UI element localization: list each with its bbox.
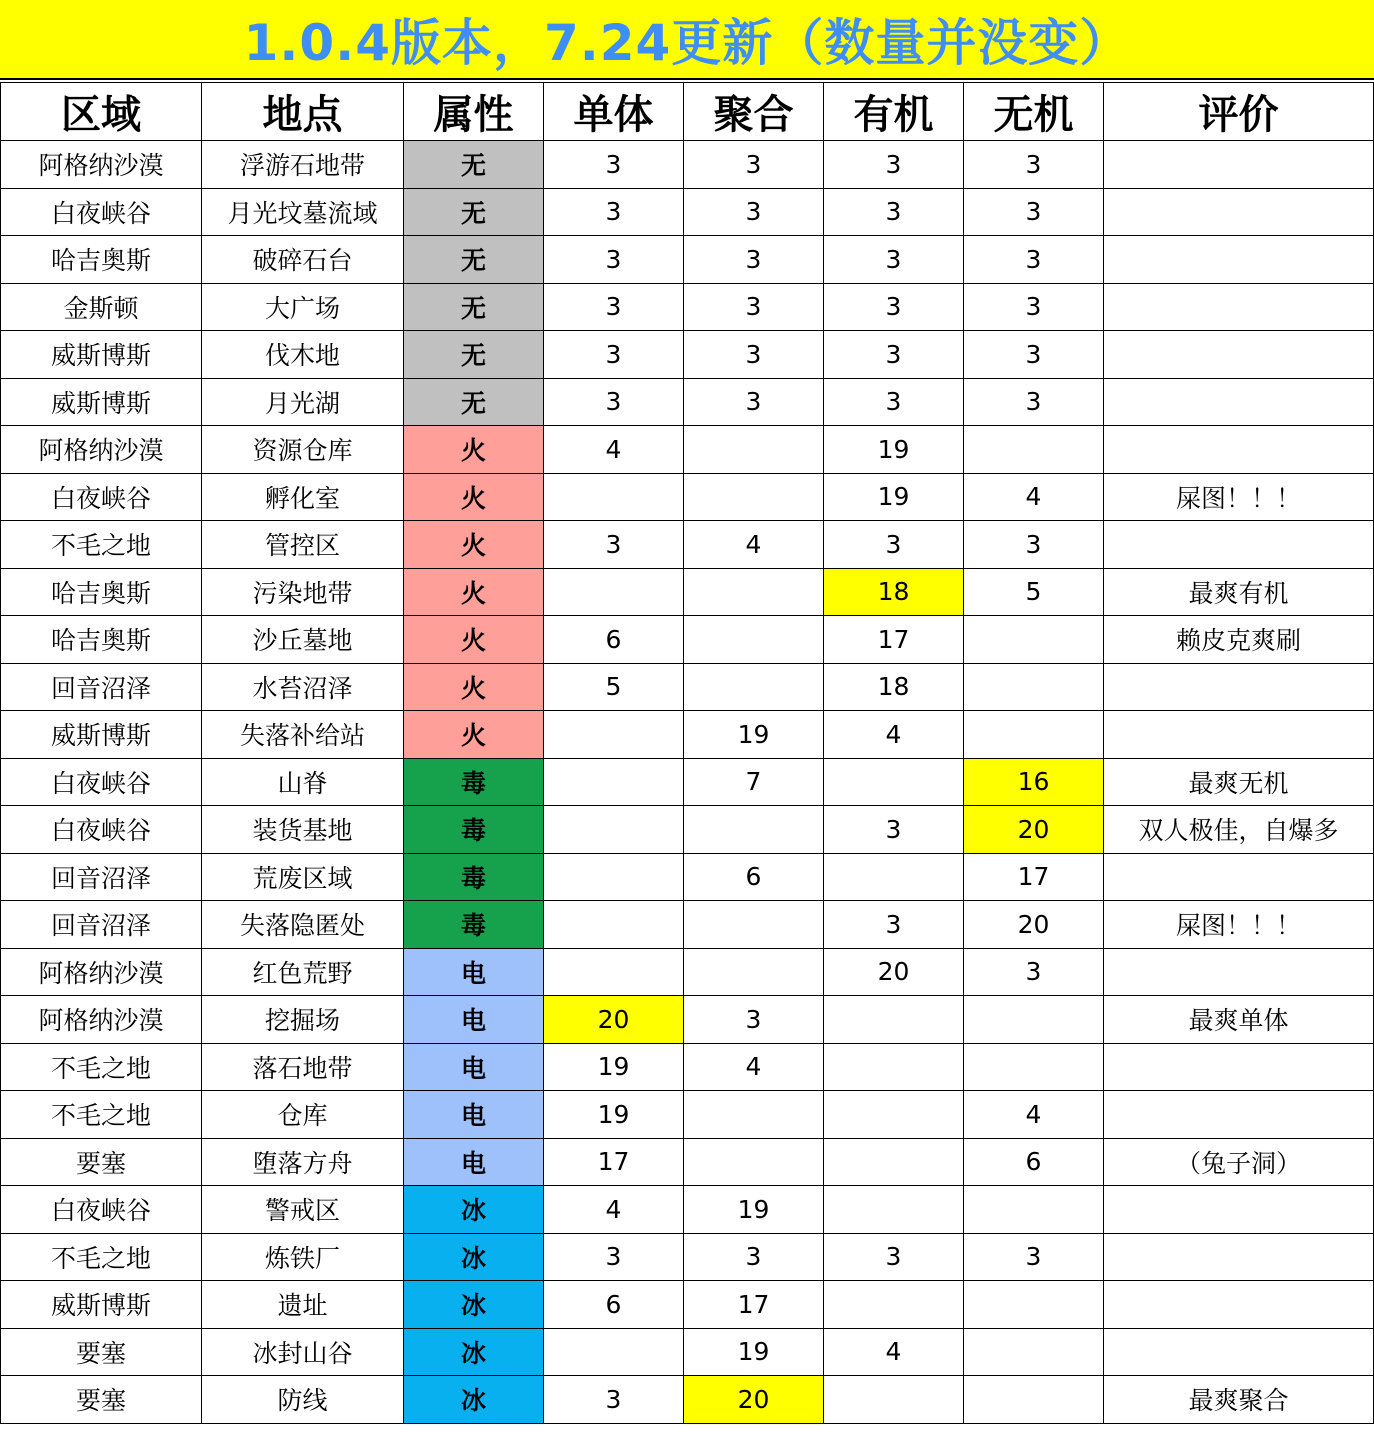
cell-group: 3 xyxy=(684,1233,824,1281)
cell-region: 白夜峡谷 xyxy=(1,188,202,236)
cell-inorganic: 4 xyxy=(964,1091,1104,1139)
cell-place: 水苔沼泽 xyxy=(202,663,404,711)
cell-region: 哈吉奥斯 xyxy=(1,616,202,664)
cell-attribute: 冰 xyxy=(404,1328,544,1376)
cell-region: 哈吉奥斯 xyxy=(1,236,202,284)
header-comment: 评价 xyxy=(1104,83,1374,141)
cell-group xyxy=(684,663,824,711)
cell-place: 月光坟墓流域 xyxy=(202,188,404,236)
cell-attribute: 电 xyxy=(404,1138,544,1186)
cell-organic: 4 xyxy=(824,1328,964,1376)
cell-place: 装货基地 xyxy=(202,806,404,854)
cell-single: 17 xyxy=(544,1138,684,1186)
sheet-title: 1.0.4版本，7.24更新（数量并没变） xyxy=(243,14,1131,72)
cell-single: 3 xyxy=(544,283,684,331)
cell-inorganic: 17 xyxy=(964,853,1104,901)
cell-region: 阿格纳沙漠 xyxy=(1,426,202,474)
cell-place: 仓库 xyxy=(202,1091,404,1139)
cell-attribute: 电 xyxy=(404,1043,544,1091)
cell-single: 3 xyxy=(544,1233,684,1281)
header-group: 聚合 xyxy=(684,83,824,141)
cell-single: 19 xyxy=(544,1091,684,1139)
cell-organic: 17 xyxy=(824,616,964,664)
cell-attribute: 毒 xyxy=(404,758,544,806)
cell-organic: 18 xyxy=(824,568,964,616)
cell-inorganic: 3 xyxy=(964,378,1104,426)
cell-attribute: 无 xyxy=(404,141,544,189)
cell-comment: 屎图！！！ xyxy=(1104,473,1374,521)
cell-region: 回音沼泽 xyxy=(1,853,202,901)
cell-single xyxy=(544,806,684,854)
cell-place: 落石地带 xyxy=(202,1043,404,1091)
cell-single: 6 xyxy=(544,616,684,664)
cell-attribute: 冰 xyxy=(404,1186,544,1234)
cell-inorganic: 3 xyxy=(964,1233,1104,1281)
cell-organic: 19 xyxy=(824,426,964,474)
cell-region: 白夜峡谷 xyxy=(1,758,202,806)
cell-place: 遗址 xyxy=(202,1281,404,1329)
cell-organic xyxy=(824,1043,964,1091)
cell-group: 6 xyxy=(684,853,824,901)
cell-inorganic: 3 xyxy=(964,188,1104,236)
cell-region: 阿格纳沙漠 xyxy=(1,141,202,189)
cell-group: 20 xyxy=(684,1376,824,1424)
cell-single xyxy=(544,948,684,996)
cell-group: 19 xyxy=(684,1328,824,1376)
cell-comment: 最爽有机 xyxy=(1104,568,1374,616)
cell-group: 3 xyxy=(684,236,824,284)
table-row xyxy=(1,141,1374,189)
cell-attribute: 无 xyxy=(404,283,544,331)
table-row xyxy=(1,236,1374,284)
cell-region: 要塞 xyxy=(1,1328,202,1376)
cell-single: 3 xyxy=(544,141,684,189)
cell-organic: 3 xyxy=(824,806,964,854)
cell-place: 红色荒野 xyxy=(202,948,404,996)
cell-attribute: 火 xyxy=(404,521,544,569)
cell-inorganic: 4 xyxy=(964,473,1104,521)
cell-organic xyxy=(824,853,964,901)
cell-region: 白夜峡谷 xyxy=(1,1186,202,1234)
cell-place: 资源仓库 xyxy=(202,426,404,474)
cell-region: 回音沼泽 xyxy=(1,901,202,949)
cell-inorganic xyxy=(964,1043,1104,1091)
cell-organic xyxy=(824,758,964,806)
cell-place: 大广场 xyxy=(202,283,404,331)
cell-attribute: 毒 xyxy=(404,901,544,949)
cell-attribute: 火 xyxy=(404,473,544,521)
cell-group: 4 xyxy=(684,521,824,569)
cell-attribute: 毒 xyxy=(404,806,544,854)
cell-place: 警戒区 xyxy=(202,1186,404,1234)
table-row xyxy=(1,1328,1374,1376)
cell-single: 4 xyxy=(544,1186,684,1234)
cell-comment xyxy=(1104,1043,1374,1091)
header-row xyxy=(1,83,1374,141)
cell-place: 失落隐匿处 xyxy=(202,901,404,949)
cell-comment xyxy=(1104,1328,1374,1376)
table-row xyxy=(1,568,1374,616)
cell-place: 污染地带 xyxy=(202,568,404,616)
cell-attribute: 冰 xyxy=(404,1281,544,1329)
cell-single: 3 xyxy=(544,331,684,379)
cell-group xyxy=(684,901,824,949)
cell-group: 4 xyxy=(684,1043,824,1091)
cell-group xyxy=(684,426,824,474)
table-row xyxy=(1,901,1374,949)
cell-attribute: 电 xyxy=(404,948,544,996)
cell-inorganic xyxy=(964,1281,1104,1329)
cell-single: 5 xyxy=(544,663,684,711)
header-place: 地点 xyxy=(202,83,404,141)
table-row xyxy=(1,1233,1374,1281)
cell-place: 冰封山谷 xyxy=(202,1328,404,1376)
cell-group: 3 xyxy=(684,188,824,236)
table-row xyxy=(1,188,1374,236)
cell-single: 3 xyxy=(544,1376,684,1424)
cell-region: 威斯博斯 xyxy=(1,378,202,426)
cell-inorganic: 6 xyxy=(964,1138,1104,1186)
cell-organic xyxy=(824,1376,964,1424)
cell-place: 堕落方舟 xyxy=(202,1138,404,1186)
table-row xyxy=(1,1376,1374,1424)
data-table xyxy=(0,82,1374,1424)
cell-region: 回音沼泽 xyxy=(1,663,202,711)
cell-group xyxy=(684,568,824,616)
cell-place: 失落补给站 xyxy=(202,711,404,759)
cell-place: 伐木地 xyxy=(202,331,404,379)
cell-region: 威斯博斯 xyxy=(1,711,202,759)
cell-inorganic: 3 xyxy=(964,236,1104,284)
cell-comment xyxy=(1104,236,1374,284)
cell-attribute: 无 xyxy=(404,188,544,236)
cell-single: 3 xyxy=(544,188,684,236)
cell-group: 3 xyxy=(684,141,824,189)
cell-region: 阿格纳沙漠 xyxy=(1,996,202,1044)
cell-region: 阿格纳沙漠 xyxy=(1,948,202,996)
cell-region: 白夜峡谷 xyxy=(1,806,202,854)
cell-comment xyxy=(1104,331,1374,379)
cell-group: 7 xyxy=(684,758,824,806)
cell-group: 3 xyxy=(684,283,824,331)
table-row xyxy=(1,1138,1374,1186)
cell-group xyxy=(684,948,824,996)
cell-attribute: 火 xyxy=(404,616,544,664)
cell-single: 3 xyxy=(544,521,684,569)
cell-comment xyxy=(1104,426,1374,474)
table-row xyxy=(1,426,1374,474)
cell-organic: 3 xyxy=(824,141,964,189)
cell-region: 要塞 xyxy=(1,1138,202,1186)
cell-group xyxy=(684,1138,824,1186)
cell-region: 要塞 xyxy=(1,1376,202,1424)
cell-place: 荒废区域 xyxy=(202,853,404,901)
cell-region: 威斯博斯 xyxy=(1,1281,202,1329)
cell-comment xyxy=(1104,141,1374,189)
cell-group: 19 xyxy=(684,711,824,759)
cell-inorganic xyxy=(964,1186,1104,1234)
table-body xyxy=(1,141,1374,1424)
cell-place: 月光湖 xyxy=(202,378,404,426)
cell-single: 4 xyxy=(544,426,684,474)
cell-region: 不毛之地 xyxy=(1,521,202,569)
cell-region: 威斯博斯 xyxy=(1,331,202,379)
cell-comment xyxy=(1104,378,1374,426)
cell-attribute: 电 xyxy=(404,1091,544,1139)
table-row xyxy=(1,711,1374,759)
cell-attribute: 无 xyxy=(404,378,544,426)
cell-inorganic: 5 xyxy=(964,568,1104,616)
cell-inorganic: 16 xyxy=(964,758,1104,806)
cell-comment: 最爽单体 xyxy=(1104,996,1374,1044)
table-row xyxy=(1,853,1374,901)
cell-region: 不毛之地 xyxy=(1,1091,202,1139)
cell-inorganic xyxy=(964,1328,1104,1376)
cell-region: 不毛之地 xyxy=(1,1233,202,1281)
cell-attribute: 火 xyxy=(404,663,544,711)
table-row xyxy=(1,1186,1374,1234)
cell-organic xyxy=(824,996,964,1044)
cell-inorganic xyxy=(964,1376,1104,1424)
cell-group xyxy=(684,616,824,664)
cell-attribute: 无 xyxy=(404,331,544,379)
cell-attribute: 冰 xyxy=(404,1233,544,1281)
cell-group: 19 xyxy=(684,1186,824,1234)
cell-region: 哈吉奥斯 xyxy=(1,568,202,616)
cell-comment xyxy=(1104,1233,1374,1281)
cell-comment xyxy=(1104,948,1374,996)
cell-attribute: 冰 xyxy=(404,1376,544,1424)
table-row xyxy=(1,616,1374,664)
cell-place: 防线 xyxy=(202,1376,404,1424)
table-row xyxy=(1,996,1374,1044)
cell-comment: 赖皮克爽刷 xyxy=(1104,616,1374,664)
cell-organic: 3 xyxy=(824,1233,964,1281)
cell-attribute: 火 xyxy=(404,568,544,616)
table-row xyxy=(1,948,1374,996)
cell-organic: 3 xyxy=(824,521,964,569)
cell-group xyxy=(684,473,824,521)
cell-place: 挖掘场 xyxy=(202,996,404,1044)
table-row xyxy=(1,1091,1374,1139)
cell-group: 3 xyxy=(684,331,824,379)
cell-comment xyxy=(1104,711,1374,759)
cell-place: 炼铁厂 xyxy=(202,1233,404,1281)
cell-single xyxy=(544,473,684,521)
cell-attribute: 毒 xyxy=(404,853,544,901)
cell-place: 破碎石台 xyxy=(202,236,404,284)
cell-comment xyxy=(1104,1091,1374,1139)
cell-comment: 双人极佳，自爆多 xyxy=(1104,806,1374,854)
cell-place: 山脊 xyxy=(202,758,404,806)
cell-organic: 3 xyxy=(824,331,964,379)
table-row xyxy=(1,758,1374,806)
cell-single xyxy=(544,853,684,901)
cell-organic: 3 xyxy=(824,378,964,426)
table-row xyxy=(1,1281,1374,1329)
cell-inorganic: 3 xyxy=(964,331,1104,379)
header-single: 单体 xyxy=(544,83,684,141)
cell-attribute: 电 xyxy=(404,996,544,1044)
cell-region: 金斯顿 xyxy=(1,283,202,331)
table-row xyxy=(1,331,1374,379)
table-row xyxy=(1,521,1374,569)
cell-group xyxy=(684,1091,824,1139)
cell-inorganic: 3 xyxy=(964,948,1104,996)
cell-attribute: 火 xyxy=(404,711,544,759)
cell-organic xyxy=(824,1091,964,1139)
cell-organic: 20 xyxy=(824,948,964,996)
cell-single: 6 xyxy=(544,1281,684,1329)
table-row xyxy=(1,473,1374,521)
cell-region: 不毛之地 xyxy=(1,1043,202,1091)
cell-comment xyxy=(1104,283,1374,331)
cell-inorganic: 3 xyxy=(964,141,1104,189)
cell-group: 3 xyxy=(684,378,824,426)
cell-comment: 最爽无机 xyxy=(1104,758,1374,806)
cell-single: 3 xyxy=(544,236,684,284)
header-organic: 有机 xyxy=(824,83,964,141)
cell-organic xyxy=(824,1281,964,1329)
cell-comment xyxy=(1104,663,1374,711)
cell-comment xyxy=(1104,188,1374,236)
cell-single xyxy=(544,711,684,759)
cell-organic: 3 xyxy=(824,901,964,949)
cell-group xyxy=(684,806,824,854)
table-row xyxy=(1,378,1374,426)
header-region: 区域 xyxy=(1,83,202,141)
cell-organic: 4 xyxy=(824,711,964,759)
cell-inorganic: 3 xyxy=(964,283,1104,331)
cell-attribute: 无 xyxy=(404,236,544,284)
cell-single xyxy=(544,758,684,806)
cell-comment xyxy=(1104,521,1374,569)
header-attribute: 属性 xyxy=(404,83,544,141)
cell-inorganic xyxy=(964,616,1104,664)
cell-place: 沙丘墓地 xyxy=(202,616,404,664)
cell-single xyxy=(544,568,684,616)
cell-inorganic: 20 xyxy=(964,806,1104,854)
cell-inorganic xyxy=(964,711,1104,759)
cell-organic xyxy=(824,1138,964,1186)
cell-inorganic xyxy=(964,996,1104,1044)
table-row xyxy=(1,1043,1374,1091)
cell-comment xyxy=(1104,1281,1374,1329)
cell-comment xyxy=(1104,1186,1374,1234)
cell-organic: 3 xyxy=(824,188,964,236)
cell-organic xyxy=(824,1186,964,1234)
table-row xyxy=(1,283,1374,331)
cell-group: 17 xyxy=(684,1281,824,1329)
cell-single: 20 xyxy=(544,996,684,1044)
cell-group: 3 xyxy=(684,996,824,1044)
cell-inorganic: 3 xyxy=(964,521,1104,569)
cell-inorganic xyxy=(964,663,1104,711)
cell-organic: 18 xyxy=(824,663,964,711)
cell-single xyxy=(544,901,684,949)
cell-single xyxy=(544,1328,684,1376)
cell-organic: 3 xyxy=(824,236,964,284)
title-bar xyxy=(0,0,1374,80)
cell-inorganic xyxy=(964,426,1104,474)
cell-place: 管控区 xyxy=(202,521,404,569)
cell-single: 3 xyxy=(544,378,684,426)
cell-comment: 屎图！！！ xyxy=(1104,901,1374,949)
cell-attribute: 火 xyxy=(404,426,544,474)
cell-comment xyxy=(1104,853,1374,901)
cell-comment: （兔子洞） xyxy=(1104,1138,1374,1186)
cell-comment: 最爽聚合 xyxy=(1104,1376,1374,1424)
table-row xyxy=(1,806,1374,854)
cell-place: 孵化室 xyxy=(202,473,404,521)
cell-region: 白夜峡谷 xyxy=(1,473,202,521)
cell-place: 浮游石地带 xyxy=(202,141,404,189)
cell-organic: 19 xyxy=(824,473,964,521)
cell-single: 19 xyxy=(544,1043,684,1091)
cell-inorganic: 20 xyxy=(964,901,1104,949)
cell-organic: 3 xyxy=(824,283,964,331)
table-row xyxy=(1,663,1374,711)
header-inorganic: 无机 xyxy=(964,83,1104,141)
